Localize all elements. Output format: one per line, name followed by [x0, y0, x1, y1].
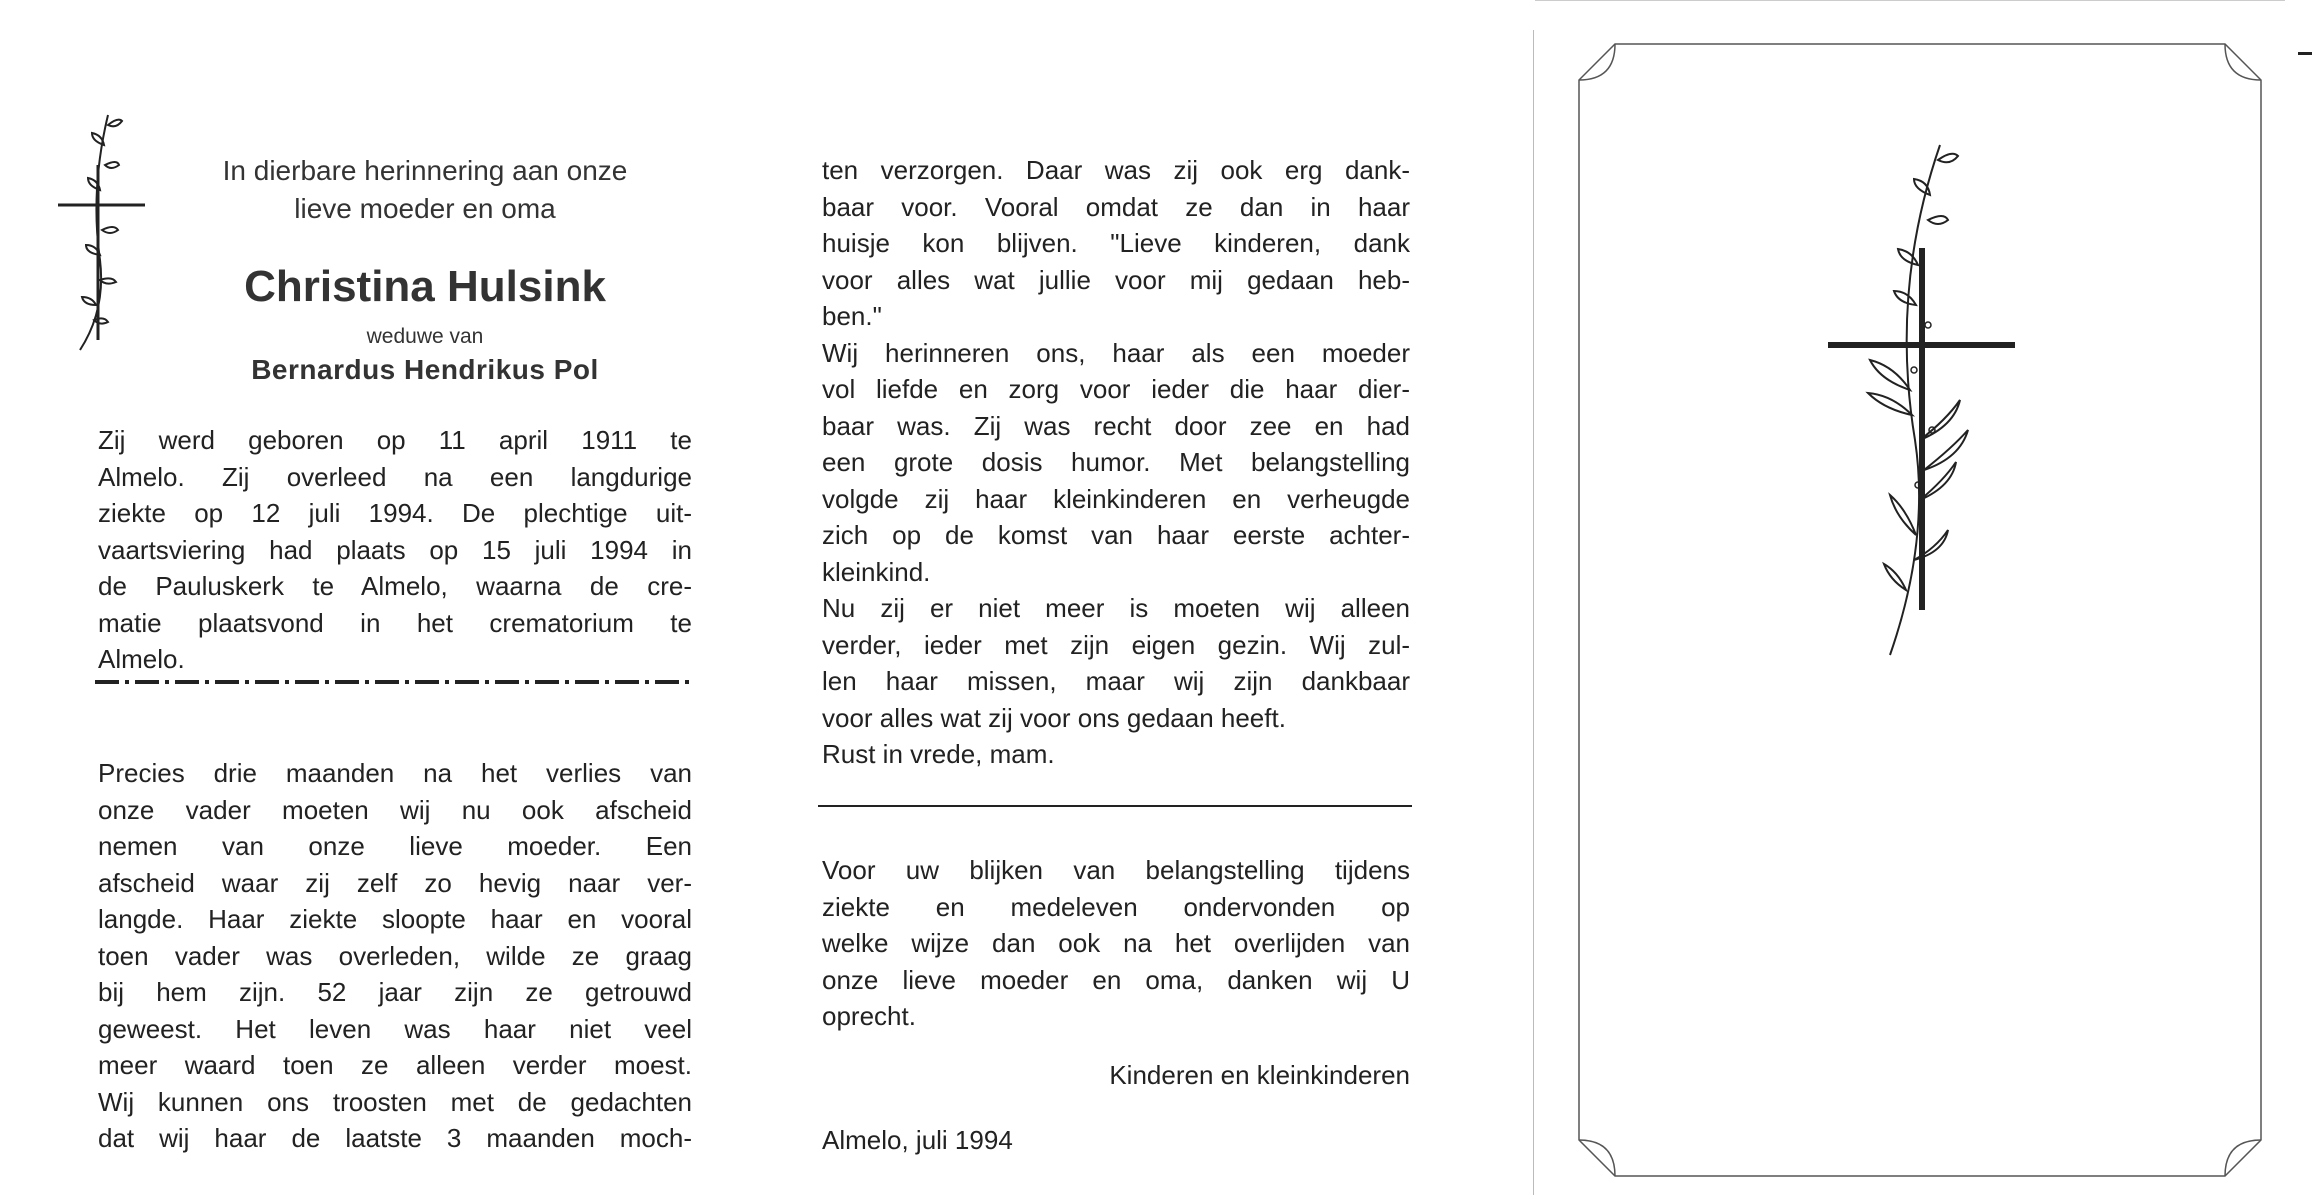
text-line: afscheid waar zij zelf zo hevig naar ver- [98, 867, 692, 898]
text-line: onze vader moeten wij nu ook afscheid [98, 794, 692, 825]
signature: Kinderen en kleinkinderen [1109, 1060, 1410, 1090]
place-date: Almelo, juli 1994 [822, 1125, 1013, 1155]
intro-line-1: In dierbare herinnering aan onze [222, 155, 628, 186]
text-line: Voor uw blijken van belangstelling tijdens [822, 855, 1410, 885]
edge-mark [2298, 52, 2312, 55]
text-line: Almelo. Zij overleed na een langdurige [98, 461, 692, 492]
text-line: Zij werd geboren op 11 april 1911 te [98, 425, 692, 455]
text-line: ziekte op 12 juli 1994. De plechtige uit- [98, 498, 692, 528]
text-line: kleinkind. [822, 556, 931, 587]
text-line: vol liefde en zorg voor ieder die haar dier- [822, 374, 1410, 404]
text-line: geweest. Het leven was haar niet veel [98, 1013, 692, 1044]
text-line: dat wij haar de laatste 3 maanden moch- [98, 1123, 692, 1153]
text-line: Almelo. [98, 644, 185, 674]
intro-line-2: lieve moeder en oma [294, 193, 556, 224]
text-line: verder, ieder met zijn eigen gezin. Wij zul- [822, 629, 1410, 660]
husband-name: Bernardus Hendrikus Pol [251, 354, 599, 385]
thanks-paragraph [822, 852, 1410, 1035]
text-line: huisje kon blijven. "Lieve kinderen, dank [822, 228, 1410, 258]
text-line: meer waard toen ze alleen verder moest. [98, 1050, 692, 1080]
text-line: toen vader was overleden, wilde ze graag [98, 940, 692, 971]
text-line: Wij herinneren ons, haar als een moeder [822, 337, 1410, 368]
text-line: oprecht. [822, 1001, 916, 1031]
text-line: vaartsviering had plaats op 15 juli 1994 in [98, 534, 692, 565]
birth-death-paragraph [98, 422, 692, 678]
text-line: nemen van onze lieve moeder. Een [98, 831, 692, 861]
text-line: zich op de komst van haar eerste achter- [822, 520, 1410, 550]
text-line: een grote dosis humor. Met belangstelling [822, 447, 1410, 477]
text-line: ben." [822, 301, 882, 331]
text-line: ten verzorgen. Daar was zij ook erg dank- [822, 155, 1410, 185]
text-line: len haar missen, maar wij zijn dankbaar [822, 666, 1410, 696]
cross-with-palm-branch-icon [50, 110, 150, 355]
text-line: de Pauluskerk te Almelo, waarna de cre- [98, 571, 692, 601]
text-line: baar was. Zij was recht door zee en had [822, 410, 1410, 441]
fold-line [1533, 30, 1534, 1195]
cross-with-palm-branch-icon [1820, 140, 2020, 660]
text-line: Wij kunnen ons troosten met de gedachten [98, 1086, 692, 1117]
text-line: matie plaatsvond in het crematorium te [98, 607, 692, 638]
text-line: voor alles wat jullie voor mij gedaan heb- [822, 264, 1410, 295]
text-line: Precies drie maanden na het verlies van [98, 758, 692, 788]
dashed-divider [95, 680, 695, 684]
text-line: ziekte en medeleven ondervonden op [822, 891, 1410, 922]
text-line: onze lieve moeder en oma, danken wij U [822, 964, 1410, 995]
text-line: welke wijze dan ook na het overlijden van [822, 928, 1410, 958]
text-line: baar voor. Vooral omdat ze dan in haar [822, 191, 1410, 222]
widow-label: weduwe van [366, 325, 484, 348]
farewell-paragraph [98, 755, 692, 1157]
text-line: langde. Haar ziekte sloopte haar en vooral [98, 904, 692, 934]
text-line: Rust in vrede, mam. [822, 739, 1055, 769]
text-line: bij hem zijn. 52 jaar zijn ze getrouwd [98, 977, 692, 1007]
deceased-name: Christina Hulsink [244, 262, 606, 311]
page-edge [1535, 0, 2285, 1]
memories-paragraph [822, 152, 1410, 773]
text-line: Nu zij er niet meer is moeten wij alleen [822, 593, 1410, 623]
text-line: volgde zij haar kleinkinderen en verheugde [822, 483, 1410, 514]
text-line: voor alles wat zij voor ons gedaan heeft. [822, 702, 1286, 733]
solid-divider [818, 805, 1412, 807]
